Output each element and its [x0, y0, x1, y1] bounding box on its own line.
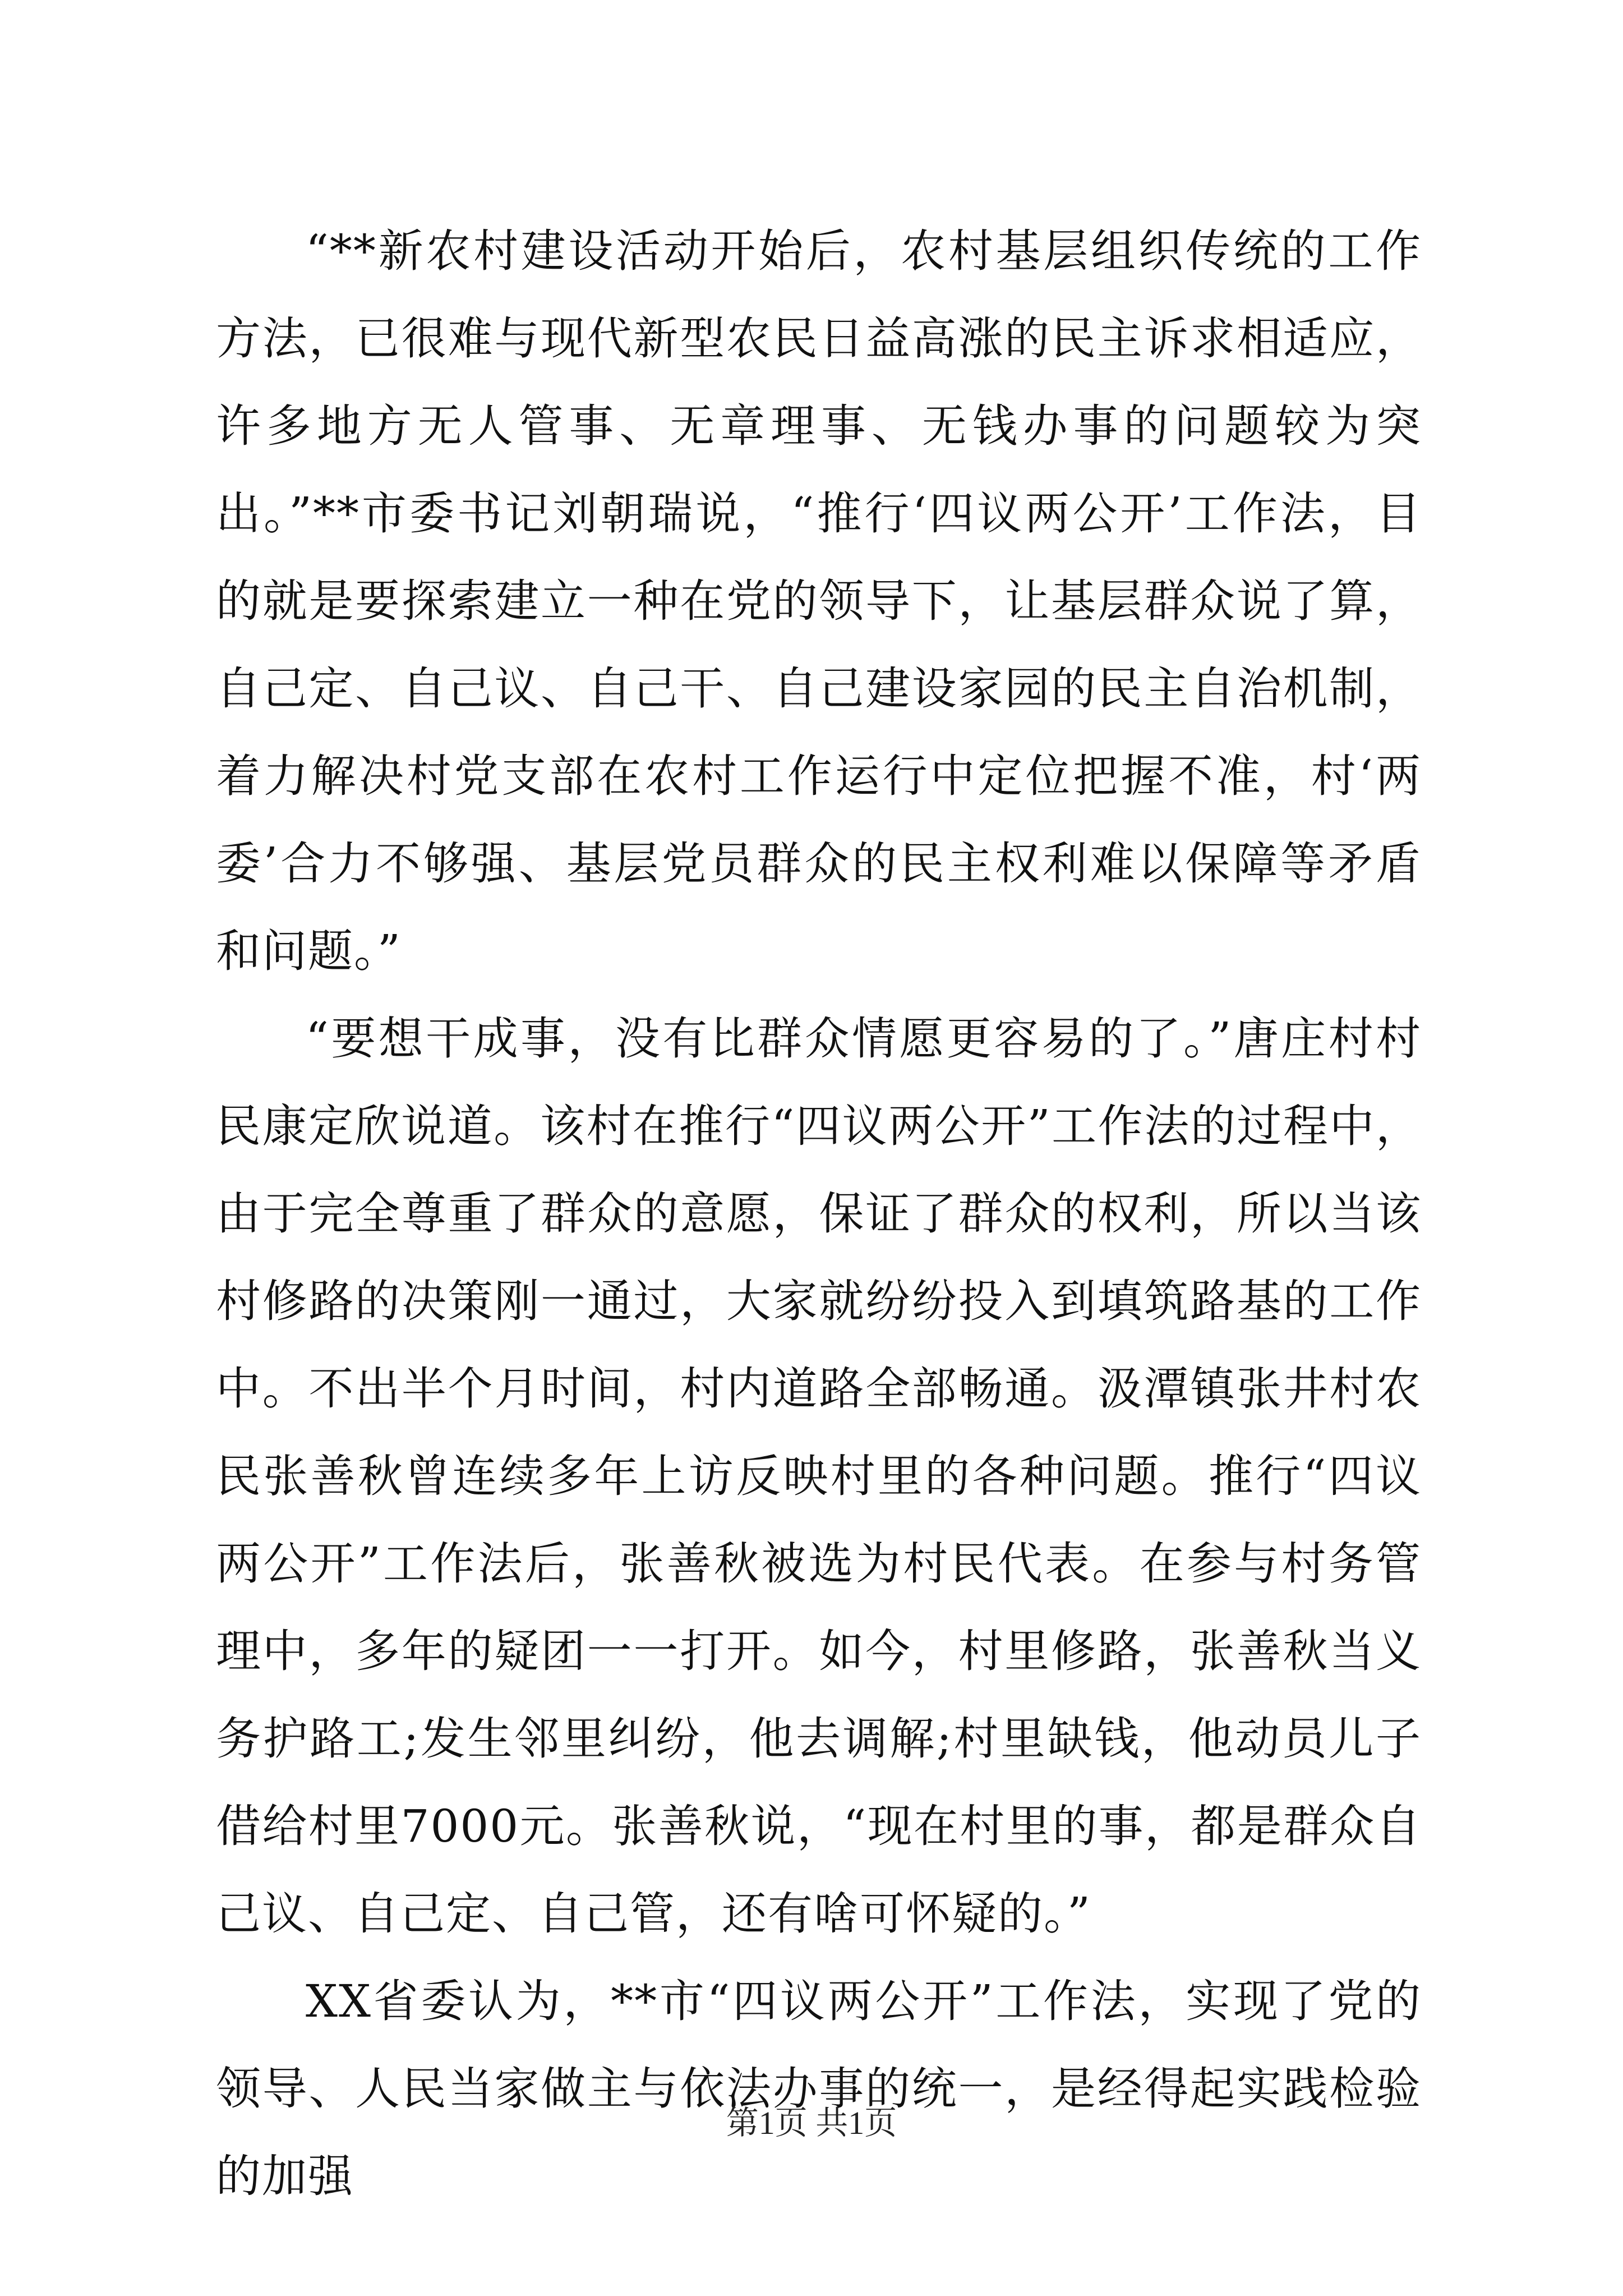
document-body: [216, 208, 1422, 2220]
page-footer: 第1页 共1页: [726, 2105, 897, 2141]
paragraph-3: XX省委认为，**市“四议两公开”工作法，实现了党的领导、人民当家做主与依法办事的统一，是经得起实践检验的加强: [216, 1975, 1422, 2202]
paragraph-2: “要想干成事，没有比群众情愿更容易的了。”唐庄村村民康定欣说道。该村在推行“四议两公开”工作法的过程中，由于完全尊重了群众的意愿，保证了群众的权利，所以当该村修路的决策刚一通过，大家就纷纷投入到填筑路基的工作中。不出半个月时间，村内道路全部畅通。汲潭镇张井村农民张善秋曾连续多年上访反映村里的各种问题。推行“四议两公开”工作法后，张善秋被选为村民代表。在参与村务管理中，多年的疑团一一打开。如今，村里修路，张善秋当义务护路工;发生邻里纠纷，他去调解;村里缺钱，他动员儿子借给村里7000元。张善秋说，“现在村里的事，都是群众自己议、自己定、自己管，还有啥可怀疑的。”: [216, 1013, 1422, 1940]
paragraph-1: “**新农村建设活动开始后，农村基层组织传统的工作方法，已很难与现代新型农民日益高涨的民主诉求相适应，许多地方无人管事、无章理事、无钱办事的问题较为突出。”**市委书记刘朝瑞说，“推行‘四议两公开’工作法，目的就是要探索建立一种在党的领导下，让基层群众说了算，自己定、自己议、自己干、自己建设家园的民主自治机制，着力解决村党支部在农村工作运行中定位把握不准，村‘两委’合力不够强、基层党员群众的民主权利难以保障等矛盾和问题。”: [216, 225, 1422, 977]
